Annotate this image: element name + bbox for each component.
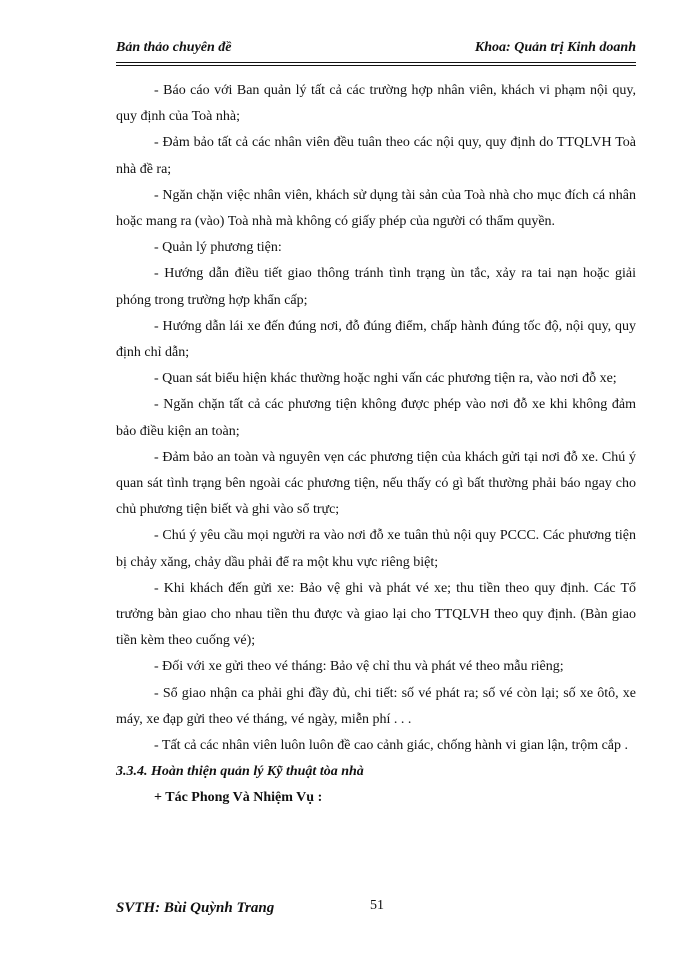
header-divider: [116, 62, 636, 63]
paragraph: - Sổ giao nhận ca phải ghi đầy đủ, chi tiết: số vé phát ra; số vé còn lại; số xe ôtô, xe máy, xe đạp gửi theo vé tháng, vé ngày, miễn phí . . .: [116, 685, 636, 727]
page-footer: [116, 900, 636, 924]
paragraph: - Hướng dẫn lái xe đến đúng nơi, đỗ đúng điểm, chấp hành đúng tốc độ, nội quy, quy định chỉ dẫn;: [116, 318, 636, 361]
paragraph: - Đối với xe gửi theo vé tháng: Bảo vệ chỉ thu và phát vé theo mẫu riêng;: [154, 659, 564, 675]
header-document-title: Bản thảo chuyên đề: [116, 40, 232, 55]
section-heading: 3.3.4. Hoàn thiện quản lý Kỹ thuật tòa nhà: [116, 764, 364, 780]
header-faculty: Khoa: Quản trị Kinh doanh: [474, 40, 636, 55]
paragraph: - Ngăn chặn tất cả các phương tiện không được phép vào nơi đỗ xe khi không đảm bảo điều kiện an toàn;: [116, 397, 636, 439]
paragraph: - Tất cả các nhân viên luôn luôn đề cao cảnh giác, chống hành vi gian lận, trộm cắp .: [154, 738, 629, 754]
header-divider-thin: [116, 65, 636, 66]
document-body: [116, 78, 636, 812]
paragraph: - Đảm bảo tất cả các nhân viên đều tuân theo các nội quy, quy định do TTQLVH Toà nhà đề ra;: [116, 135, 636, 177]
footer-author: SVTH: Bùi Quỳnh Trang: [116, 900, 275, 916]
paragraph: - Chú ý yêu cầu mọi người ra vào nơi đỗ xe tuân thủ nội quy PCCC. Các phương tiện bị chảy xăng, chảy dầu phải để ra một khu vực riêng biệt;: [116, 528, 636, 570]
paragraph: - Hướng dẫn điều tiết giao thông tránh tình trạng ùn tắc, xảy ra tai nạn hoặc giải phóng trong trường hợp khẩn cấp;: [116, 266, 636, 308]
paragraph: - Quan sát biểu hiện khác thường hoặc nghi vấn các phương tiện ra, vào nơi đỗ xe;: [154, 371, 617, 387]
subheading: + Tác Phong Và Nhiệm Vụ :: [154, 790, 323, 806]
paragraph: - Báo cáo với Ban quản lý tất cả các trường hợp nhân viên, khách vi phạm nội quy, quy định của Toà nhà;: [116, 83, 636, 125]
page-number: 51: [370, 898, 384, 913]
paragraph: - Quản lý phương tiện:: [154, 240, 282, 256]
paragraph: - Khi khách đến gửi xe: Bảo vệ ghi và phát vé xe; thu tiền theo quy định. Các Tổ trưởng bàn giao cho nhau tiền thu được và giao lại cho TTQLVH theo quy định. (Bàn giao tiền kèm theo cuống vé);: [116, 580, 636, 649]
page-header: [116, 38, 636, 60]
paragraph: - Đảm bảo an toàn và nguyên vẹn các phương tiện của khách gửi tại nơi đỗ xe. Chú ý quan sát tình trạng bên ngoài các phương tiện, nếu thấy có gì bất thường phải báo ngay cho chủ phương tiện biết và ghi vào sổ trực;: [116, 449, 636, 518]
paragraph: - Ngăn chặn việc nhân viên, khách sử dụng tài sản của Toà nhà cho mục đích cá nhân hoặc mang ra (vào) Toà nhà mà không có giấy phép của người có thẩm quyền.: [116, 187, 636, 230]
